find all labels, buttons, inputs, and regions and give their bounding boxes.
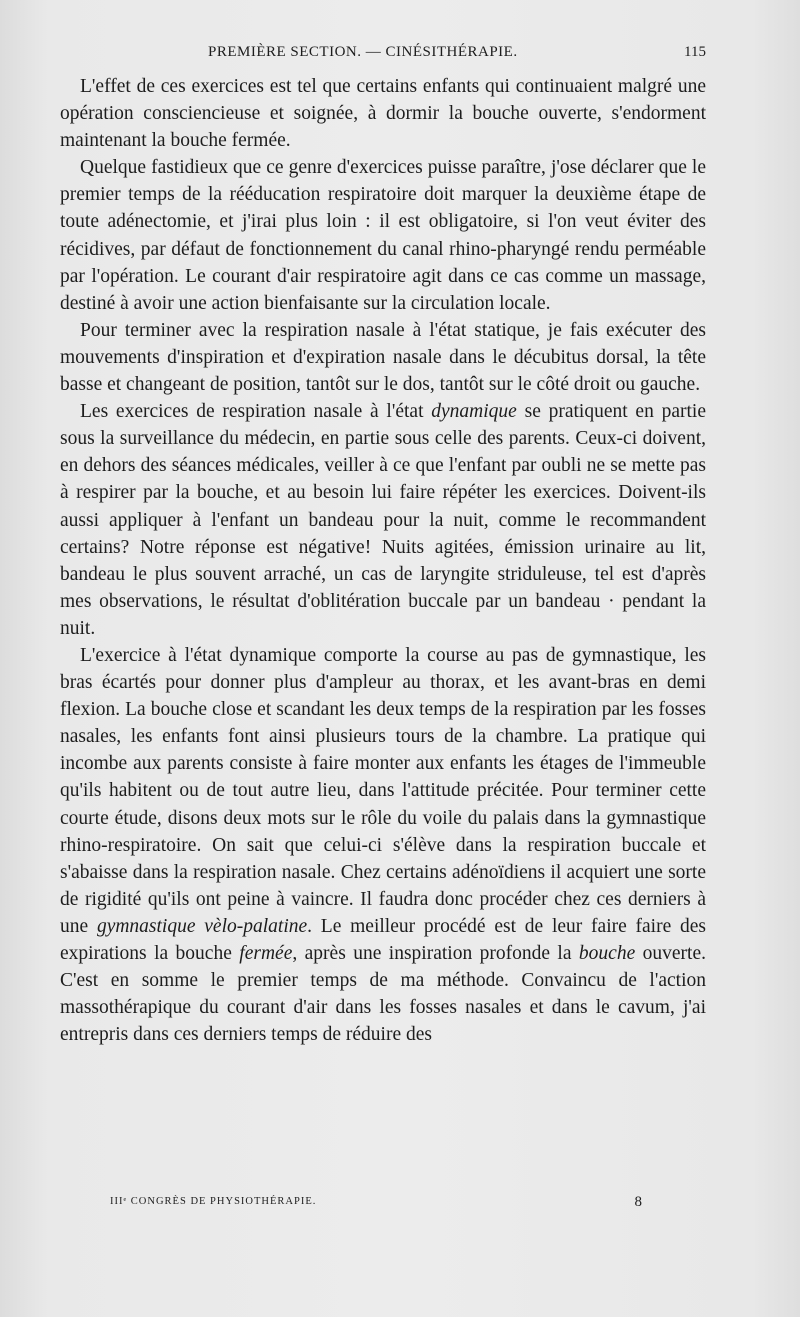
paragraph — [60, 317, 706, 398]
italic-run: dynamique — [431, 401, 517, 423]
paragraph — [60, 398, 706, 642]
text-run: Pour terminer avec la respiration nasale à l'état statique, je fais exécuter des mouvements d'inspiration et d'expiration nasale dans le décubitus dorsal, la tête basse et changeant de position, tantôt sur le dos, tantôt sur le côté droit ou gauche. — [60, 319, 706, 396]
body-text — [60, 73, 706, 1048]
text-run: L'effet de ces exercices est tel que certains enfants qui continuaient malgré une opération consciencieuse et soignée, à dormir la bouche ouverte, s'endorment maintenant la bouche fermée. — [60, 76, 706, 152]
paragraph — [60, 642, 706, 1048]
signature-number: 8 — [634, 1194, 642, 1210]
text-run: , après une inspiration profonde la — [292, 943, 579, 964]
running-head: PREMIÈRE SECTION. — CINÉSITHÉRAPIE. — [208, 44, 518, 60]
paragraph — [60, 73, 706, 154]
italic-run: fermée — [239, 943, 293, 964]
text-run: L'exercice à l'état dynamique comporte la course au pas de gymnastique, les bras écartés pour donner plus d'ampleur au thorax, et les avant-bras en demi flexion. La bouche close et scandant les deux temps de la respiration par les fosses nasales, les enfants font ainsi plusieurs tours de la chambre. La pratique qui incombe aux parents consiste à faire monter aux enfants les étages de l'immeuble qu'ils habitent ou de tout autre lieu, dans l'attitude précitée. Pour terminer cette courte étude, disons deux mots sur le rôle du voile du palais dans la gymnastique rhino-respiratoire. On sait que celui-ci s'élève dans la respiration buccale et s'abaisse dans la respiration nasale. Chez certains adénoïdiens il acquiert une sorte de rigidité qu'ils ont peine à vaincre. Il faudra donc procéder chez ces derniers à une — [60, 644, 706, 937]
text-run: . Le meilleur procédé est de leur faire faire des expirations la bouche — [60, 915, 707, 964]
page-footer — [110, 1196, 642, 1216]
text-run: se pratiquent en partie sous la surveillance du médecin, en partie sous celle des parents. Ceux-ci doivent, en dehors des séances médicales, veiller à ce que l'enfant par oubli ne se mette pas à respirer par la bouche, et au besoin lui faire répéter les exercices. Doivent-ils aussi appliquer à l'enfant un bandeau pour la nuit, comme le recommandent certains? Notre réponse est négative! Nuits agitées, émission urinaire au lit, bandeau le plus souvent arraché, un cas de laryngite striduleuse, tel est d'après mes observations, le résultat d'oblitération buccale par un bandeau · pendant la nuit. — [60, 401, 706, 639]
page-header — [76, 44, 706, 68]
paragraph — [60, 154, 706, 317]
text-run: Quelque fastidieux que ce genre d'exercices puisse paraître, j'ose déclarer que le premier temps de la rééducation respiratoire doit marquer la deuxième étape de toute adénectomie, et j'irai plus loin : il est obligatoire, si l'on veut éviter des récidives, par défaut de fonctionnement du canal rhino-pharyngé rendu perméable par l'opération. Le courant d'air respiratoire agit dans ce cas comme un massage, destiné à avoir une action bienfaisante sur la circulation locale. — [60, 157, 706, 314]
text-run: Les exercices de respiration nasale à l'état — [80, 401, 432, 423]
italic-run: gymnastique vèlo-palatine — [96, 915, 308, 937]
text-run: ouverte. C'est en somme le premier temps de ma méthode. Convaincu de l'action massothérapique du courant d'air dans les fosses nasales et dans le cavum, j'ai entrepris dans ces derniers temps de réduire des — [60, 943, 706, 1046]
signature-mark: IIIᵉ CONGRÈS DE PHYSIOTHÉRAPIE. — [110, 1196, 317, 1207]
italic-run: bouche — [578, 943, 636, 964]
page-number: 115 — [684, 44, 706, 60]
